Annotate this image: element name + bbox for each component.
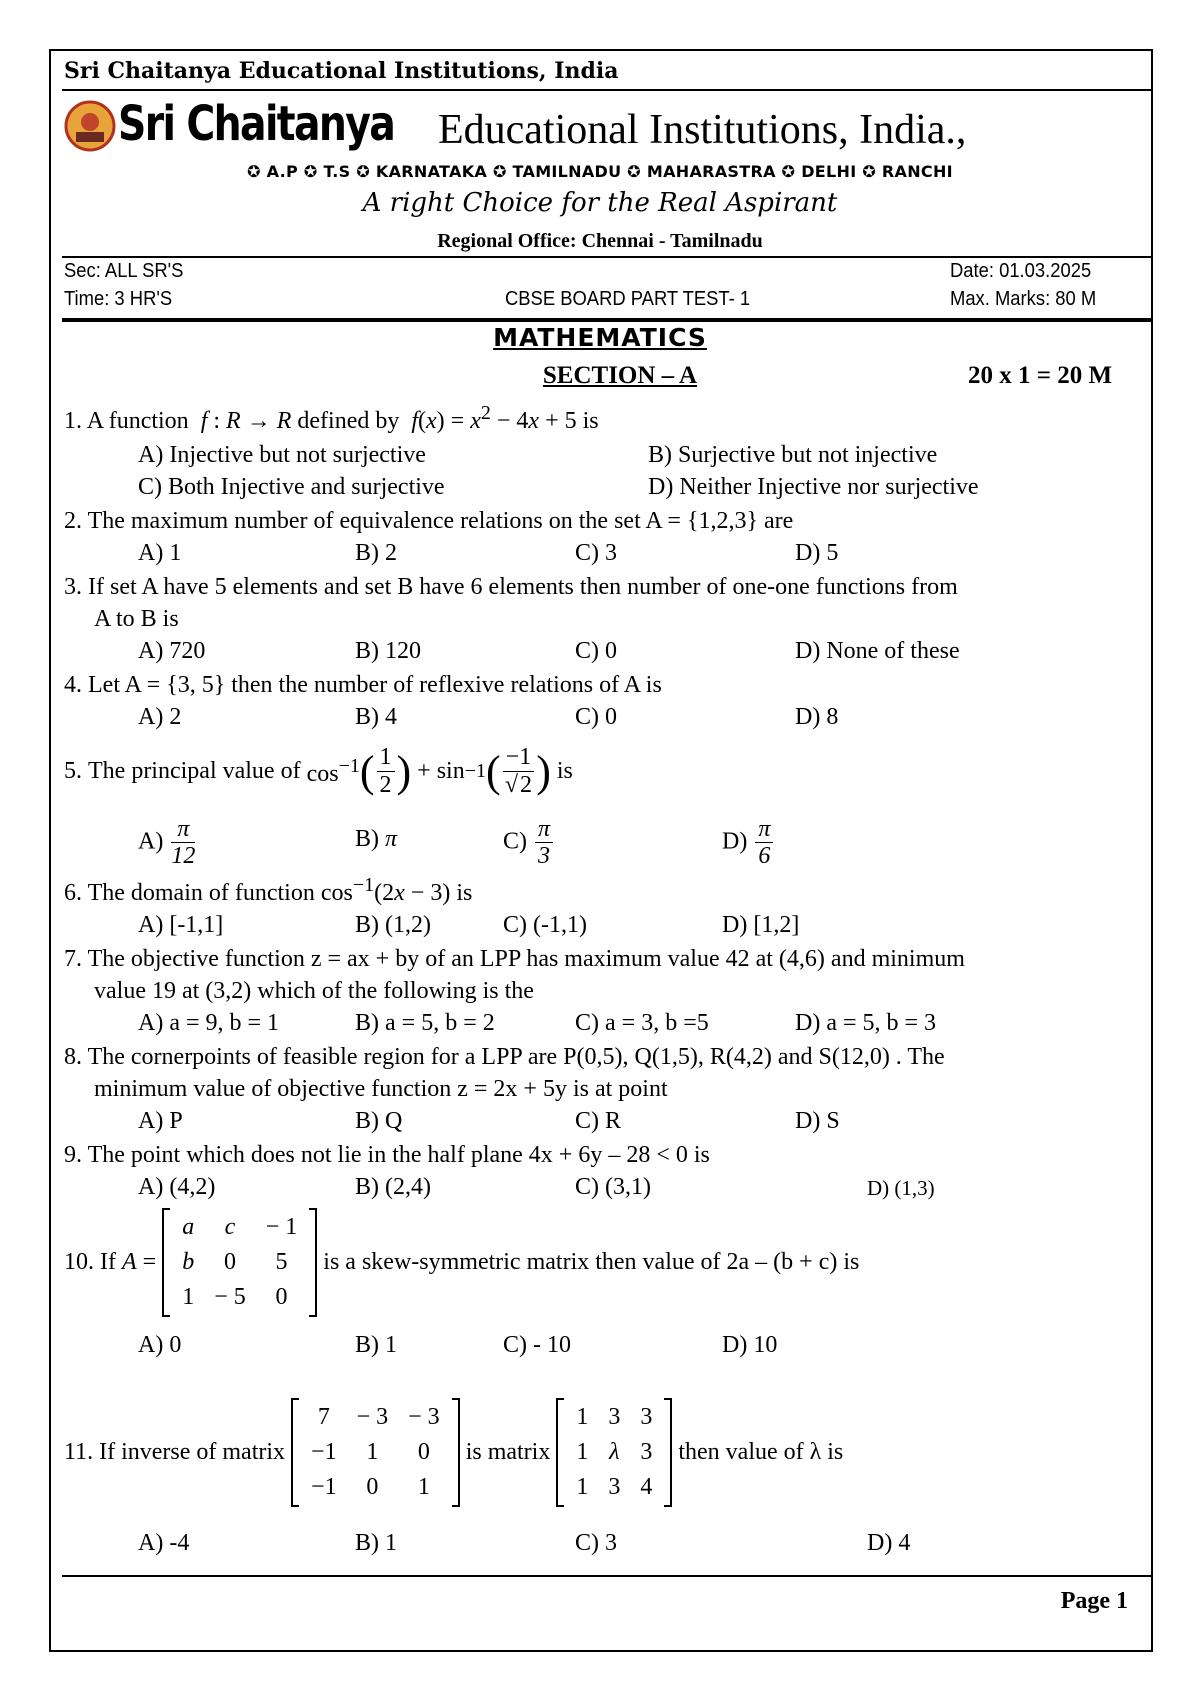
test-name: CBSE BOARD PART TEST- 1 xyxy=(505,288,751,310)
question-2: 2. The maximum number of equivalence relations on the set A = {1,2,3} are xyxy=(64,508,794,534)
sec-label: Sec: ALL SR'S xyxy=(64,260,184,282)
q11-option-d[interactable]: D) 4 xyxy=(867,1530,911,1556)
matrix-inverse-result: 1 3 3 1 λ 3 1 3 4 xyxy=(556,1398,672,1507)
q1-option-b[interactable]: B) Surjective but not injective xyxy=(648,442,938,468)
q3-option-c[interactable]: C) 0 xyxy=(575,638,617,664)
q7-option-b[interactable]: B) a = 5, b = 2 xyxy=(355,1010,495,1036)
q5-option-d[interactable]: D) $\frac{\pi}{6}$ xyxy=(722,816,775,870)
q1-option-d[interactable]: D) Neither Injective nor surjective xyxy=(648,474,979,500)
q11-option-c[interactable]: C) 3 xyxy=(575,1530,617,1556)
question-7-cont: value 19 at (3,2) which of the following is the xyxy=(94,978,534,1004)
subject-title: MATHEMATICS xyxy=(493,323,707,352)
q9-option-a[interactable]: A) (4,2) xyxy=(138,1174,216,1200)
question-8-cont: minimum value of objective function z = 2x + 5y is at point xyxy=(94,1076,668,1102)
matrix-a: a c − 1 b 0 5 1 − 5 0 xyxy=(162,1208,317,1317)
q3-option-d[interactable]: D) None of these xyxy=(795,638,960,664)
q5-option-a[interactable]: A) $\frac{\pi}{12}$ xyxy=(138,816,196,870)
question-7: 7. The objective function z = ax + by of an LPP has maximum value 42 at (4,6) and minimum xyxy=(64,946,965,972)
institution-logo-icon xyxy=(64,100,116,152)
question-3-cont: A to B is xyxy=(94,606,179,632)
states-list: ✪ A.P ✪ T.S ✪ KARNATAKA ✪ TAMILNADU ✪ MAHARASTRA ✪ DELHI ✪ RANCHI xyxy=(247,162,953,181)
tagline: A right Choice for the Real Aspirant xyxy=(362,188,838,218)
section-marks: 20 x 1 = 20 M xyxy=(968,362,1113,389)
q10-option-c[interactable]: C) - 10 xyxy=(503,1332,571,1358)
brand-name: Sri Chaitanya xyxy=(118,96,395,152)
q5-option-c[interactable]: C) $\frac{\pi}{3}$ xyxy=(503,816,555,870)
q6-option-c[interactable]: C) (-1,1) xyxy=(503,912,587,938)
q4-option-c[interactable]: C) 0 xyxy=(575,704,617,730)
question-3: 3. If set A have 5 elements and set B have 6 elements then number of one-one functions from xyxy=(64,574,958,600)
question-1: 1. A function f : R → R defined by $f(x) = x^2 - 4x + 5$ is xyxy=(64,402,599,434)
q11-option-b[interactable]: B) 1 xyxy=(355,1530,397,1556)
q4-option-a[interactable]: A) 2 xyxy=(138,704,182,730)
q9-option-c[interactable]: C) (3,1) xyxy=(575,1174,651,1200)
q4-option-b[interactable]: B) 4 xyxy=(355,704,397,730)
q2-option-d[interactable]: D) 5 xyxy=(795,540,839,566)
section-title: SECTION – A xyxy=(542,362,698,389)
q2-option-b[interactable]: B) 2 xyxy=(355,540,397,566)
institution-top-line: Sri Chaitanya Educational Institutions, India xyxy=(64,58,619,84)
header-rule-top xyxy=(62,89,1152,91)
regional-office: Regional Office: Chennai - Tamilnadu xyxy=(437,230,763,252)
question-9: 9. The point which does not lie in the half plane 4x + 6y – 28 < 0 is xyxy=(64,1142,710,1168)
header-rule-thick xyxy=(62,318,1152,322)
q10-option-b[interactable]: B) 1 xyxy=(355,1332,397,1358)
question-5: 5. The principal value of $\cos^{-1}$ ( 1 2 ) + sin −1 ( −1 √2 ) is xyxy=(64,744,573,798)
question-4: 4. Let A = {3, 5} then the number of reflexive relations of A is xyxy=(64,672,662,698)
footer-rule xyxy=(62,1575,1152,1577)
header-rule-mid xyxy=(62,256,1152,258)
date-label: Date: 01.03.2025 xyxy=(950,260,1092,282)
q8-option-a[interactable]: A) P xyxy=(138,1108,183,1134)
page-number: Page 1 xyxy=(1060,1588,1128,1614)
brand-subtitle: Educational Institutions, India., xyxy=(438,107,967,153)
q7-option-d[interactable]: D) a = 5, b = 3 xyxy=(795,1010,937,1036)
q1-option-a[interactable]: A) Injective but not surjective xyxy=(138,442,426,468)
question-10: 10. If A = a c − 1 b 0 5 1 − 5 0 is a skew-symmetric matrix then value of 2a – (b + c) is xyxy=(64,1208,859,1317)
max-marks-label: Max. Marks: 80 M xyxy=(950,288,1097,310)
q8-option-c[interactable]: C) R xyxy=(575,1108,622,1134)
q6-option-d[interactable]: D) [1,2] xyxy=(722,912,800,938)
q8-option-d[interactable]: D) S xyxy=(795,1108,840,1134)
q2-option-c[interactable]: C) 3 xyxy=(575,540,617,566)
q10-option-a[interactable]: A) 0 xyxy=(138,1332,182,1358)
question-11: 11. If inverse of matrix 7 − 3 − 3 −1 1 0 −1 0 1 is matrix 1 3 3 1 λ 3 1 3 4 then value of λ is xyxy=(64,1398,843,1507)
q7-option-a[interactable]: A) a = 9, b = 1 xyxy=(138,1010,280,1036)
q3-option-b[interactable]: B) 120 xyxy=(355,638,421,664)
q5-option-b[interactable]: B) π xyxy=(355,826,398,852)
question-6: 6. The domain of function $\cos^{-1}(2x - 3)$ is xyxy=(64,874,473,906)
q8-option-b[interactable]: B) Q xyxy=(355,1108,403,1134)
q6-option-b[interactable]: B) (1,2) xyxy=(355,912,431,938)
question-8: 8. The cornerpoints of feasible region for a LPP are P(0,5), Q(1,5), R(4,2) and S(12,0) . The xyxy=(64,1044,945,1070)
q2-option-a[interactable]: A) 1 xyxy=(138,540,182,566)
q9-option-b[interactable]: B) (2,4) xyxy=(355,1174,431,1200)
q11-option-a[interactable]: A) -4 xyxy=(138,1530,190,1556)
q6-option-a[interactable]: A) [-1,1] xyxy=(138,912,224,938)
q4-option-d[interactable]: D) 8 xyxy=(795,704,839,730)
q3-option-a[interactable]: A) 720 xyxy=(138,638,206,664)
q10-option-d[interactable]: D) 10 xyxy=(722,1332,778,1358)
q1-option-c[interactable]: C) Both Injective and surjective xyxy=(138,474,445,500)
q9-option-d[interactable]: D) (1,3) xyxy=(867,1176,935,1200)
q7-option-c[interactable]: C) a = 3, b =5 xyxy=(575,1010,709,1036)
matrix-inverse-source: 7 − 3 − 3 −1 1 0 −1 0 1 xyxy=(291,1398,460,1507)
time-label: Time: 3 HR'S xyxy=(64,288,173,310)
